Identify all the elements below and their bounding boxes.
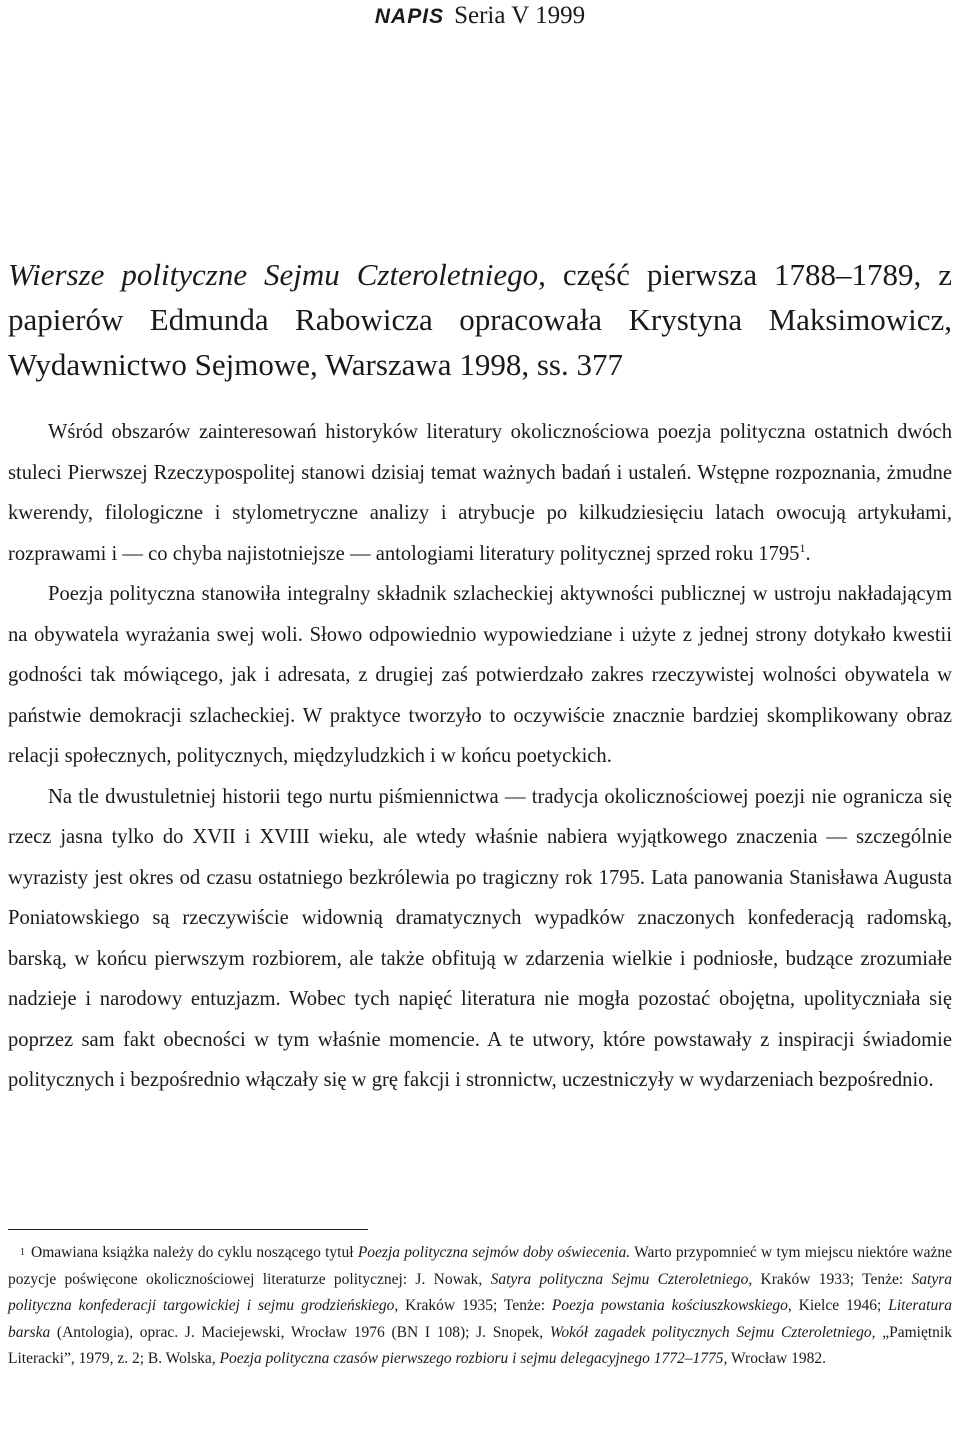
article-body: [8, 412, 952, 1101]
footnote-title: Wokół zagadek politycznych Sejmu Czteroletniego,: [549, 1323, 876, 1341]
paragraph-1: [8, 412, 952, 574]
footnote-text: Warto przypomnieć w tym miejscu niektóre ważne pozycje poświęcone okolicznościowej literaturze politycznej: J. Nowak,: [8, 1244, 952, 1288]
footnote-text: „Pamiętnik Literacki”, 1979, z. 2; B. Wolska,: [8, 1323, 952, 1367]
page-header: [0, 2, 960, 30]
footnote-reference[interactable]: 1: [799, 540, 806, 555]
paragraph-2: Poezja polityczna stanowiła integralny składnik szlacheckiej aktywności publicznej w ustroju nakładającym na obywatela wyrażania swej woli. Słowo odpowiednio wypowiedziane i użyte z jednej strony dotykało kwestii godności tak mówiącego, jak i adresata, z drugiej zaś potwierdzało zakres rzeczywistej wolności obywatela w państwie demokracji szlacheckiej. W praktyce tworzyło to oczywiście znacznie bardziej skomplikowany obraz relacji społecznych, politycznych, międzyludzkich i w końcu poetyckich.: [8, 583, 952, 767]
footnote-text: Wrocław 1982.: [727, 1350, 826, 1367]
footnote-separator: [8, 1229, 368, 1230]
footnote-title: Poezja polityczna sejmów doby oświecenia.: [357, 1244, 631, 1261]
footnote-text: Kraków 1935; Tenże:: [398, 1297, 552, 1314]
footnote-title: Satyra polityczna konfederacji targowickiej i sejmu grodzieńskiego,: [8, 1270, 953, 1314]
review-bibliographic-heading: [8, 252, 952, 387]
footnote-1: [8, 1240, 952, 1373]
review-book-title: Wiersze polityczne Sejmu Czteroletniego,: [8, 257, 546, 292]
paragraph-3: Na tle dwustuletniej historii tego nurtu piśmiennictwa — tradycja okolicznościowej poezji nie ogranicza się rzecz jasna tylko do XVII i XVIII wieku, ale wtedy właśnie nabiera wyjątkowego znaczenia — szczególnie wyrazisty jest okres od czasu ostatniego bezkrólewia po tragiczny rok 1795. Lata panowania Stanisława Augusta Poniatowskiego są rzeczywiście widownią dramatycznych wypadków znaczonych konfederacją radomską, barską, w końcu pierwszym rozbiorem, ale także obfitują w zdarzenia wielkie i podniosłe, budzące zrozumiałe nadzieje i narodowy entuzjazm. Wobec tych napięć literatura nie mogła pozostać obojętna, upolityczniała się poprzez sam fakt obecności w tym właśnie momencie. A te utwory, które powstawały z inspiracji świadomie politycznych i bezpośrednio włączały się w grę fakcji i stronnictw, uczestniczyły w wydarzeniach bezpośrednio.: [8, 785, 952, 1091]
footnote-text: Omawiana książka należy do cyklu noszącego tytuł: [31, 1244, 358, 1261]
paragraph-1-end: .: [805, 542, 811, 565]
footnote-mark: 1: [20, 1247, 25, 1258]
footnote-title: Satyra polityczna Sejmu Czteroletniego,: [490, 1270, 753, 1288]
series-label: Seria V 1999: [454, 2, 586, 29]
review-book-details: część pierwsza 1788–1789, z papierów Edmunda Rabowicza opracowała Krystyna Maksimowicz, Wydawnictwo Sejmowe, Warszawa 1998, ss. 377: [8, 257, 952, 382]
footnote-text: (Antologia), oprac. J. Maciejewski, Wrocław 1976 (BN I 108); J. Snopek,: [50, 1323, 550, 1341]
footnote-text: Kraków 1933; Tenże:: [752, 1270, 912, 1288]
footnote-title: Literatura barska: [8, 1297, 952, 1341]
footnote-text: Kielce 1946;: [791, 1297, 889, 1314]
paragraph-1-text: Wśród obszarów zainteresowań historyków literatury okolicznościowa poezja polityczna ostatnich dwóch stuleci Pierwszej Rzeczypospolitej stanowi dzisiaj temat ważnych badań i ustaleń. Wstępne rozpoznania, żmudne kwerendy, filologiczne i stylometryczne analizy i atrybucje po kilkudziesięciu latach owocują artykułami, rozprawami i — co chyba najistotniejsze — antologiami literatury politycznej sprzed roku 1795: [8, 421, 952, 565]
footnote-title: Poezja powstania kościuszkowskiego,: [551, 1297, 792, 1314]
footnote-title: Poezja polityczna czasów pierwszego rozbioru i sejmu delegacyjnego 1772–1775,: [219, 1350, 728, 1367]
journal-logo: NAPIS: [374, 5, 445, 28]
